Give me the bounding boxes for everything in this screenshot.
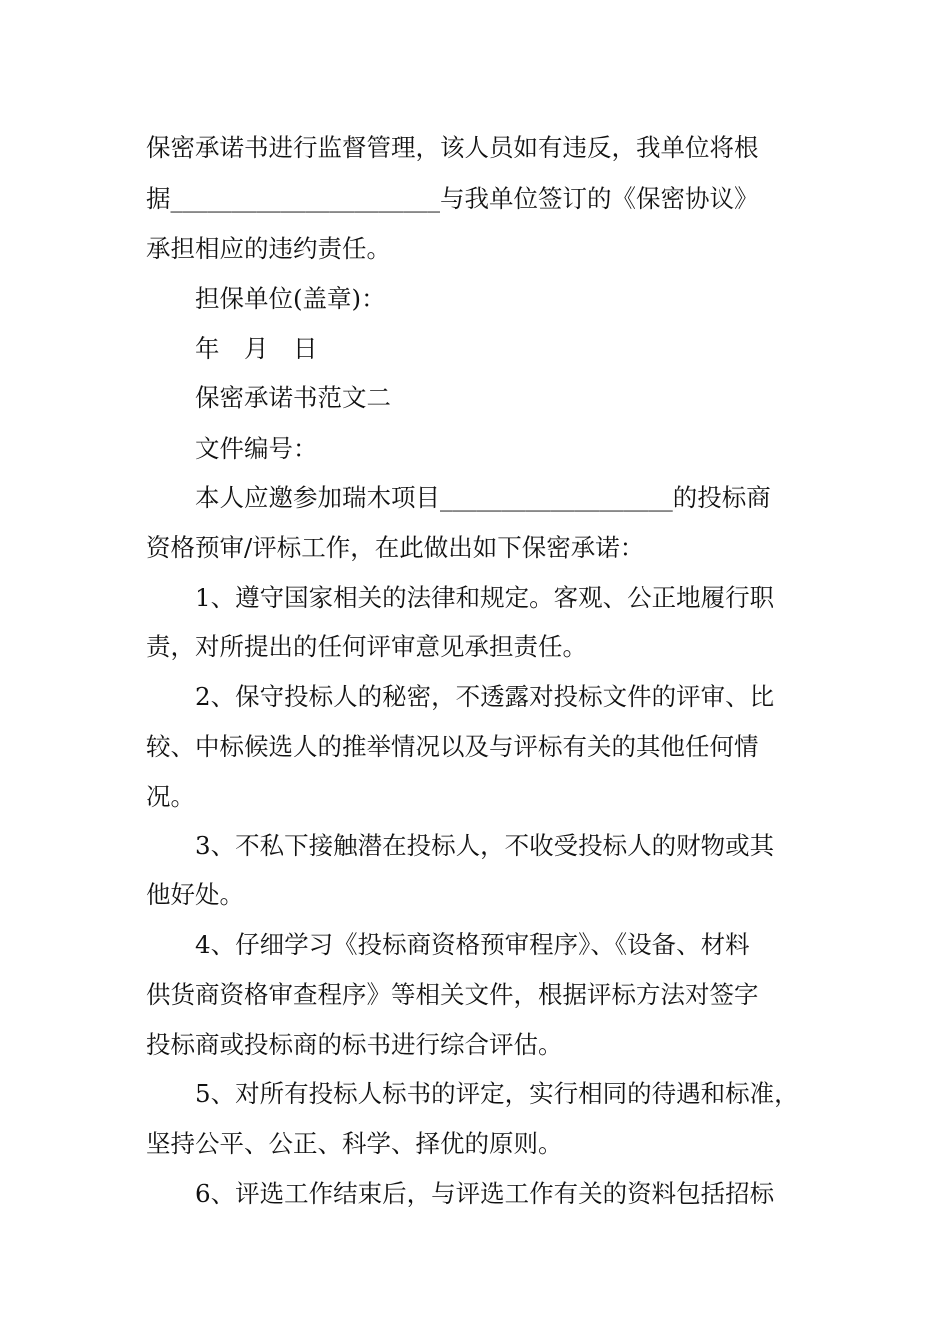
text-line: 他好处。 <box>146 880 244 909</box>
section-title: 保密承诺书范文二 <box>195 383 391 412</box>
text-line: 资格预审/评标工作，在此做出如下保密承诺： <box>146 533 645 562</box>
text-line: 供货商资格审查程序》等相关文件，根据评标方法对签字 <box>146 980 759 1009</box>
text-line: 承担相应的违约责任。 <box>146 234 391 263</box>
file-number-label: 文件编号： <box>195 434 318 463</box>
text-line: 况。 <box>146 782 195 811</box>
text-line: 5、对所有投标人标书的评定，实行相同的待遇和标准， <box>195 1079 799 1108</box>
text-line: 投标商或投标商的标书进行综合评估。 <box>146 1030 563 1059</box>
text-line: 较、中标候选人的推举情况以及与评标有关的其他任何情 <box>146 732 759 761</box>
text-line: 保密承诺书进行监督管理，该人员如有违反，我单位将根 <box>146 133 759 162</box>
text-line: 2、保守投标人的秘密，不透露对投标文件的评审、比 <box>195 682 775 711</box>
text-line: 坚持公平、公正、科学、择优的原则。 <box>146 1129 563 1158</box>
text-line: 责，对所提出的任何评审意见承担责任。 <box>146 632 587 661</box>
signature-label: 担保单位(盖章)： <box>195 284 386 313</box>
text-line: 6、评选工作结束后，与评选工作有关的资料包括招标 <box>195 1179 775 1208</box>
text-line: 据______________________与我单位签订的《保密协议》 <box>146 184 759 213</box>
text-line: 本人应邀参加瑞木项目___________________的投标商 <box>195 483 771 512</box>
text-line: 3、不私下接触潜在投标人，不收受投标人的财物或其 <box>195 831 775 860</box>
date-line: 年 月 日 <box>195 334 318 363</box>
text-line: 4、仔细学习《投标商资格预审程序》、《设备、材料 <box>195 930 750 959</box>
text-line: 1、遵守国家相关的法律和规定。客观、公正地履行职 <box>195 583 775 612</box>
